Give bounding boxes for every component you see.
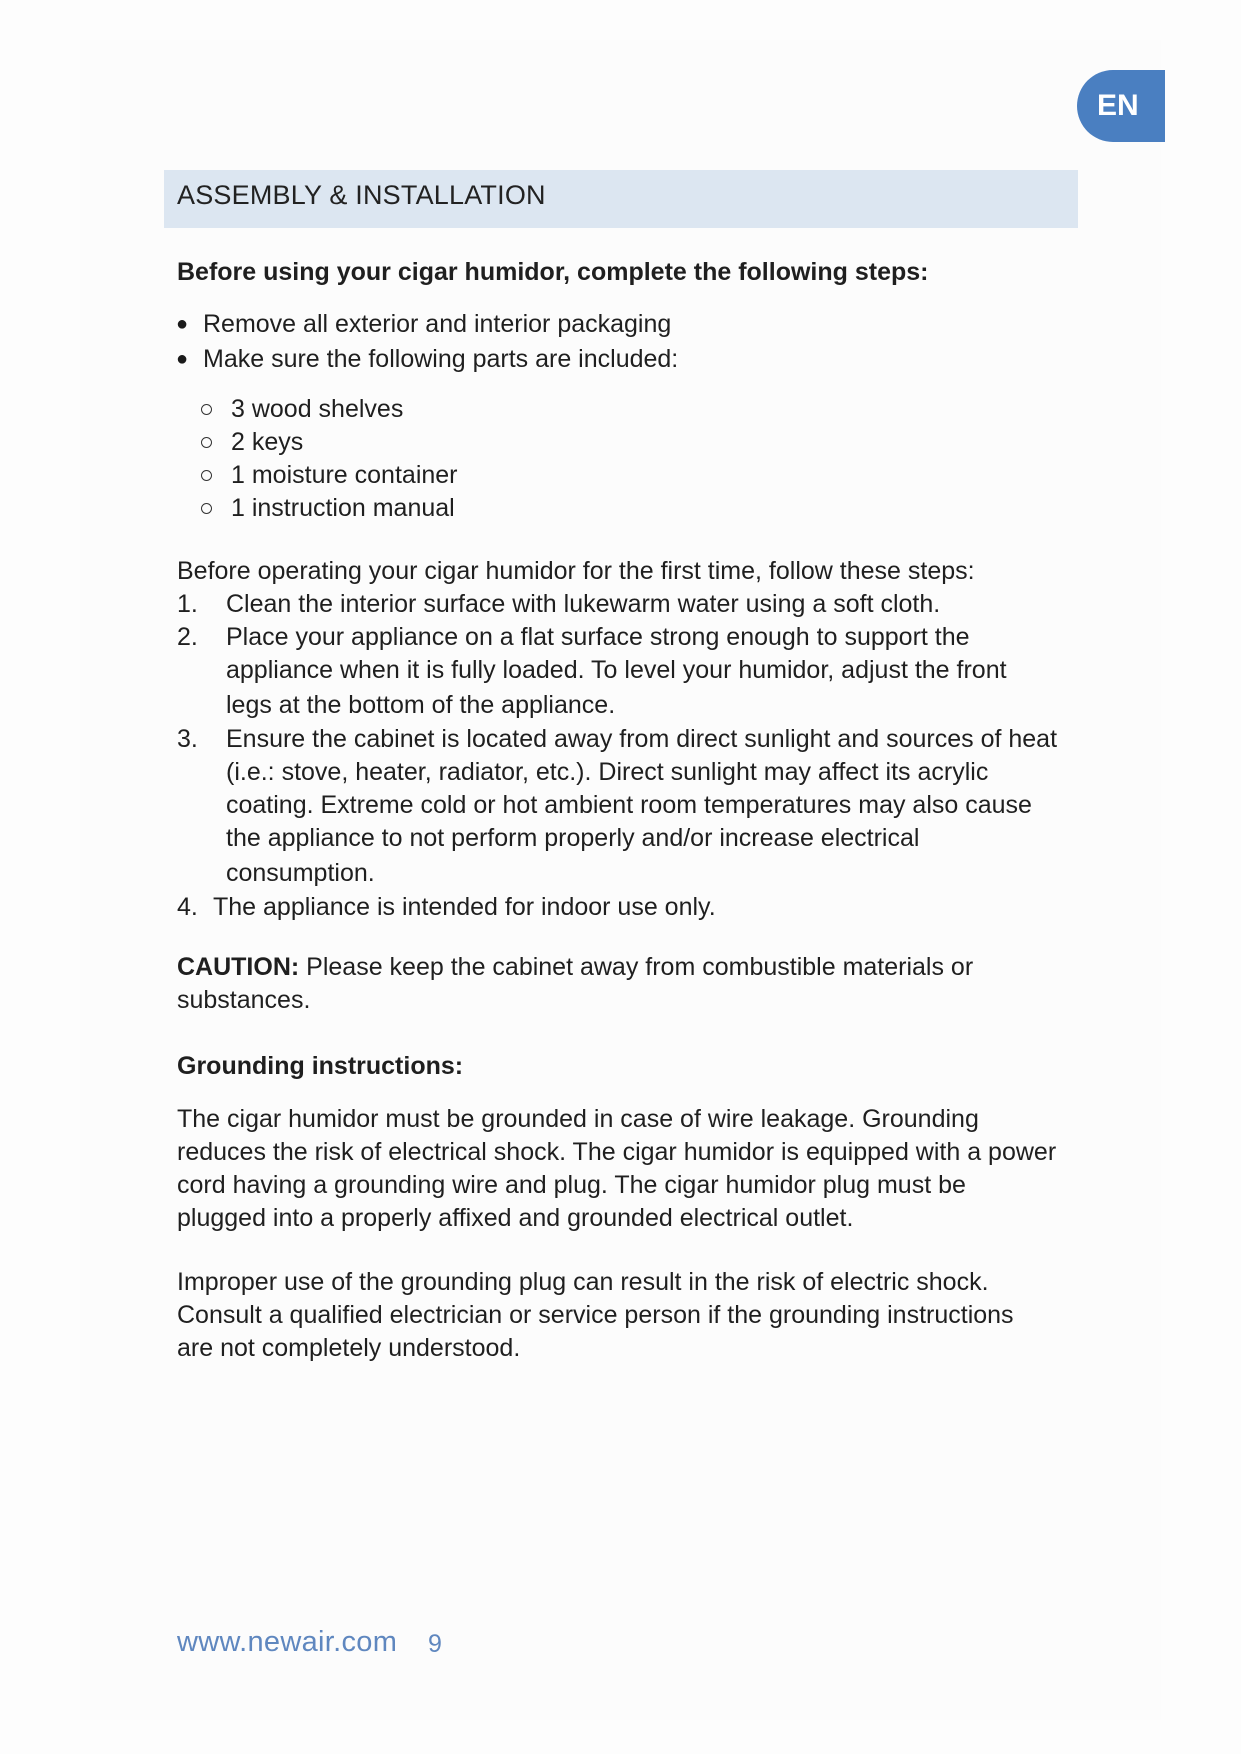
step-line: Clean the interior surface with lukewarm water using a soft cloth.: [226, 590, 941, 618]
step-number: 1.: [177, 590, 198, 618]
step-number: 2.: [177, 623, 198, 651]
step-line: coating. Extreme cold or hot ambient room temperatures may also cause: [226, 791, 1032, 819]
paragraph-line: The cigar humidor must be grounded in case of wire leakage. Grounding: [177, 1105, 979, 1133]
bullet-item: Make sure the following parts are included:: [203, 345, 679, 373]
bullet-dot: ●: [176, 348, 189, 370]
part-item: 1 instruction manual: [231, 494, 455, 522]
caution-label: CAUTION:: [177, 953, 300, 981]
page-number: 9: [428, 1630, 442, 1658]
step-line: The appliance is intended for indoor use only.: [213, 893, 716, 921]
part-item: 1 moisture container: [231, 461, 458, 489]
step-line: Place your appliance on a flat surface strong enough to support the: [226, 623, 970, 651]
bullet-dot: ●: [176, 313, 189, 335]
sub-bullet-circle: [201, 437, 212, 448]
paragraph-line: Consult a qualified electrician or service person if the grounding instructions: [177, 1301, 1014, 1329]
operating-intro: Before operating your cigar humidor for the first time, follow these steps:: [177, 557, 975, 585]
bullet-item: Remove all exterior and interior packaging: [203, 310, 672, 338]
step-line: legs at the bottom of the appliance.: [226, 691, 616, 719]
paragraph-line: reduces the risk of electrical shock. The cigar humidor is equipped with a power: [177, 1138, 1057, 1166]
caution-text: [177, 951, 973, 984]
step-number: 4.: [177, 893, 198, 921]
paragraph-line: Improper use of the grounding plug can result in the risk of electric shock.: [177, 1268, 989, 1296]
sub-bullet-circle: [201, 503, 212, 514]
step-line: consumption.: [226, 859, 375, 887]
paragraph-line: plugged into a properly affixed and grounded electrical outlet.: [177, 1204, 854, 1232]
intro-heading: Before using your cigar humidor, complete the following steps:: [177, 258, 929, 286]
caution-body-line: substances.: [177, 986, 311, 1014]
step-number: 3.: [177, 725, 198, 753]
section-title: ASSEMBLY & INSTALLATION: [177, 180, 546, 210]
caution-body: Please keep the cabinet away from combustible materials or: [306, 953, 974, 981]
part-item: 3 wood shelves: [231, 395, 404, 423]
step-line: appliance when it is fully loaded. To level your humidor, adjust the front: [226, 656, 1007, 684]
language-tab: EN: [1077, 70, 1165, 142]
grounding-heading: Grounding instructions:: [177, 1052, 464, 1080]
sub-bullet-circle: [201, 404, 212, 415]
paragraph-line: are not completely understood.: [177, 1334, 521, 1362]
paragraph-line: cord having a grounding wire and plug. The cigar humidor plug must be: [177, 1171, 966, 1199]
step-line: Ensure the cabinet is located away from direct sunlight and sources of heat: [226, 725, 1058, 753]
sub-bullet-circle: [201, 470, 212, 481]
footer-website-link[interactable]: www.newair.com: [177, 1626, 398, 1658]
part-item: 2 keys: [231, 428, 304, 456]
step-line: (i.e.: stove, heater, radiator, etc.). Direct sunlight may affect its acrylic: [226, 758, 989, 786]
step-line: the appliance to not perform properly and/or increase electrical: [226, 824, 920, 852]
